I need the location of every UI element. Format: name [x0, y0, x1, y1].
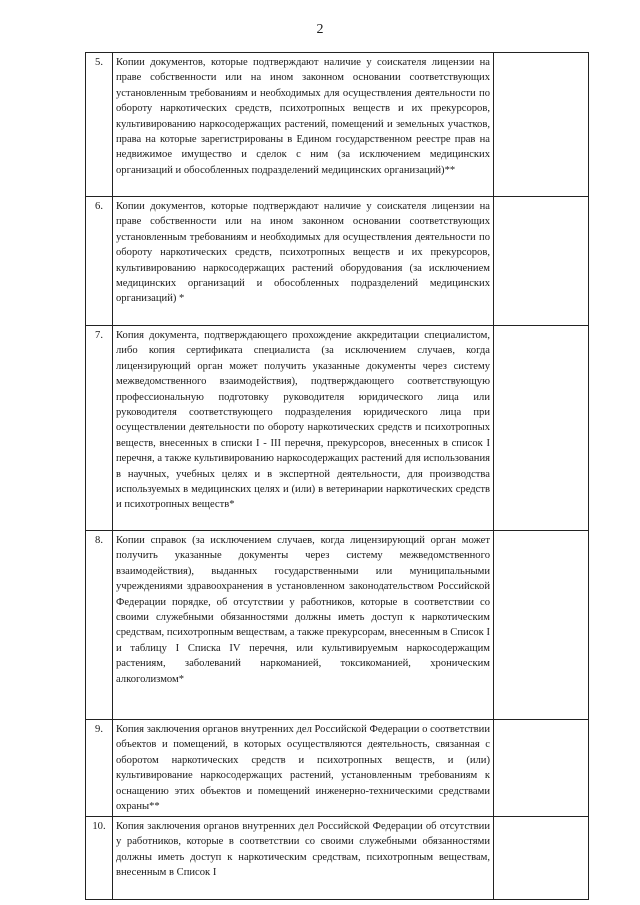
row-empty-cell: [494, 817, 589, 900]
row-text: Копия заключения органов внутренних дел Российской Федерации о соответствии объектов и помещений, в которых осуществляются деятельность, связанная с оборотом наркотических средств и психотропных веществ, и (или) культивирование наркосодержащих растений, установленным требованиям к оснащению этих объектов и помещений инженерно-техническими средствами охраны**: [113, 720, 494, 817]
table-row: [86, 326, 589, 531]
documents-table: [85, 52, 589, 900]
row-number: 10.: [86, 817, 113, 900]
row-text: Копии документов, которые подтверждают наличие у соискателя лицензии на праве собственности или на ином законном основании соответствующих установленным требованиям и необходимых для осуществления деятельности по обороту наркотических средств, психотропных веществ и их прекурсоров, культивированию наркосодержащих растений, помещений и земельных участков, права на которые зарегистрированы в Едином государственном реестре прав на недвижимое имущество и сделок с ним (за исключением медицинских организаций и обособленных подразделений медицинских организаций)**: [113, 53, 494, 197]
row-empty-cell: [494, 53, 589, 197]
table-row: [86, 197, 589, 326]
table-row: [86, 53, 589, 197]
row-number: 7.: [86, 326, 113, 531]
row-number: 5.: [86, 53, 113, 197]
table-row: [86, 817, 589, 900]
row-text: Копия заключения органов внутренних дел Российской Федерации об отсутствии у работников, которые в соответствии со своими служебными обязанностями должны иметь доступ к наркотическим средствам, психотропным веществам, внесенным в Список I: [113, 817, 494, 900]
row-text: Копии справок (за исключением случаев, когда лицензирующий орган может получить указанные документы через систему межведомственного взаимодействия), выданных государственными или муниципальными учреждениями здравоохранения в установленном законодательством Российской Федерации порядке, об отсутствии у работников, которые в соответствии со своими служебными обязанностями должны иметь доступ к наркотическим средствам, психотропным веществам, а также прекурсорам, внесенным в Список I и таблицу I Списка IV перечня, или культивируемым наркосодержащим растениям, заболеваний наркоманией, токсикоманией, хроническим алкоголизмом*: [113, 531, 494, 720]
row-number: 9.: [86, 720, 113, 817]
row-empty-cell: [494, 531, 589, 720]
row-number: 8.: [86, 531, 113, 720]
page-number: 2: [316, 22, 324, 37]
row-number: 6.: [86, 197, 113, 326]
table-row: [86, 531, 589, 720]
row-text: Копии документов, которые подтверждают наличие у соискателя лицензии на праве собственности или на ином законном основании соответствующих установленным требованиям и необходимых для осуществления деятельности по обороту наркотических средств, психотропных веществ и их прекурсоров, культивированию наркосодержащих растений оборудования (за исключением медицинских организаций и обособленных подразделений медицинских организаций) *: [113, 197, 494, 326]
row-empty-cell: [494, 326, 589, 531]
row-text: Копия документа, подтверждающего прохождение аккредитации специалистом, либо копия сертификата специалиста (за исключением случаев, когда лицензирующий орган может получить указанные документы через систему межведомственного взаимодействия), подтверждающего соответствующую профессиональную подготовку руководителя юридического лица или руководителя соответствующего подразделения юридического лица при осуществлении деятельности по обороту наркотических средств и психотропных веществ, внесенных в списки I - III перечня, прекурсоров, внесенных в список I перечня, а также культивированию наркосодержащих растений для использования в научных, учебных целях и в экспертной деятельности, для производства используемых в медицинских целях и (или) в ветеринарии наркотических средств и психотропных веществ*: [113, 326, 494, 531]
row-empty-cell: [494, 720, 589, 817]
row-empty-cell: [494, 197, 589, 326]
table-row: [86, 720, 589, 817]
